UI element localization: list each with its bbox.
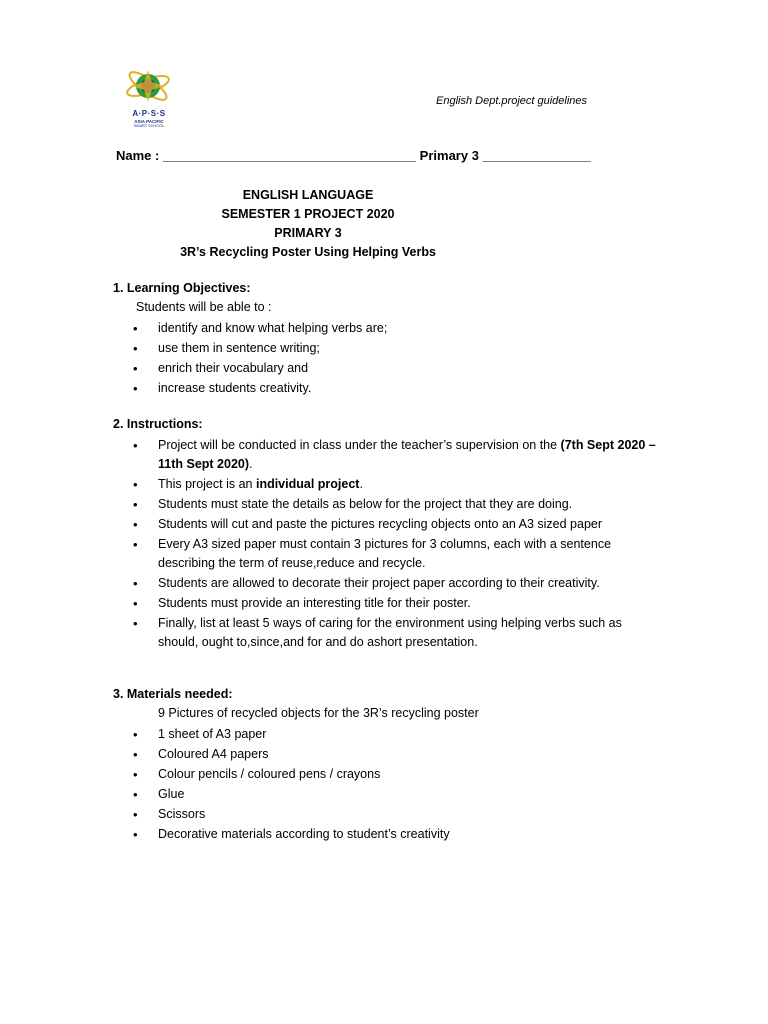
list-item: • Students must state the details as below for the project that they are doing. bbox=[133, 497, 573, 512]
guidelines-label: English Dept.project guidelines bbox=[436, 95, 588, 107]
bullet-icon: • bbox=[133, 381, 138, 396]
name-blank: ___________________________________ bbox=[162, 148, 417, 163]
name-label: Name : bbox=[116, 148, 160, 163]
project-dates: (7th Sept 2020 – 11th Sept 2020) bbox=[158, 438, 656, 471]
individual-project: individual project bbox=[255, 477, 360, 491]
class-blank: _______________ bbox=[482, 148, 592, 163]
list-item: • Every A3 sized paper must contain 3 pictures for 3 columns, each with a sentence describing the term of reuse,reduce and recycle. bbox=[133, 537, 612, 570]
list-item: • Students must provide an interesting title for their poster. bbox=[133, 596, 471, 611]
bullet-icon: • bbox=[133, 727, 138, 742]
bullet-icon: • bbox=[133, 477, 138, 492]
list-item: • identify and know what helping verbs are; bbox=[133, 321, 388, 336]
section-heading-materials: 3. Materials needed: bbox=[113, 687, 233, 701]
list-item: • Students will cut and paste the pictures recycling objects onto an A3 sized paper bbox=[133, 517, 603, 532]
bullet-icon: • bbox=[133, 341, 138, 356]
objectives-intro: Students will be able to : bbox=[136, 300, 272, 314]
bullet-icon: • bbox=[133, 787, 138, 802]
list-item: • increase students creativity. bbox=[133, 381, 312, 396]
bullet-icon: • bbox=[133, 827, 138, 842]
objectives-list bbox=[133, 319, 673, 399]
bullet-icon: • bbox=[133, 321, 138, 336]
bullet-icon: • bbox=[133, 517, 138, 532]
materials-list bbox=[133, 725, 673, 845]
list-item: • Coloured A4 papers bbox=[133, 747, 269, 762]
list-item: • enrich their vocabulary and bbox=[133, 361, 309, 376]
list-item: • Finally, list at least 5 ways of caring for the environment using helping verbs such as should, ought to,since,and for and do ashort presentation. bbox=[133, 616, 622, 649]
title-topic: 3R’s Recycling Poster Using Helping Verbs bbox=[180, 245, 436, 259]
section-heading-objectives: 1. Learning Objectives: bbox=[113, 281, 251, 295]
bullet-icon: • bbox=[133, 497, 138, 512]
title-block bbox=[108, 186, 508, 262]
bullet-icon: • bbox=[133, 438, 138, 453]
list-item: • Scissors bbox=[133, 807, 206, 822]
bullet-icon: • bbox=[133, 576, 138, 591]
bullet-icon: • bbox=[133, 807, 138, 822]
instructions-list bbox=[133, 436, 658, 653]
title-level: PRIMARY 3 bbox=[274, 226, 342, 240]
section-heading-instructions: 2. Instructions: bbox=[113, 417, 203, 431]
materials-intro: 9 Pictures of recycled objects for the 3R’s recycling poster bbox=[158, 706, 479, 720]
list-item: • Decorative materials according to student’s creativity bbox=[133, 827, 450, 842]
bullet-icon: • bbox=[133, 361, 138, 376]
title-subject: ENGLISH LANGUAGE bbox=[242, 188, 374, 202]
list-item: • Students are allowed to decorate their project paper according to their creativity. bbox=[133, 576, 600, 591]
logo-letters: A·P·S·S bbox=[132, 109, 166, 118]
list-item: • Project will be conducted in class under the teacher’s supervision on the (7th Sept 2020 – 11th Sept 2020). bbox=[133, 438, 656, 471]
logo-school-type: SMART SCHOOL bbox=[133, 124, 165, 128]
bullet-icon: • bbox=[133, 767, 138, 782]
logo-school-name: ASIA PACIFIC bbox=[134, 119, 164, 124]
bullet-icon: • bbox=[133, 747, 138, 762]
list-item: • 1 sheet of A3 paper bbox=[133, 727, 267, 742]
class-label: Primary 3 bbox=[419, 148, 479, 163]
name-row bbox=[116, 148, 591, 163]
list-item: • Colour pencils / coloured pens / crayons bbox=[133, 767, 381, 782]
list-item: • Glue bbox=[133, 787, 185, 802]
bullet-icon: • bbox=[133, 537, 138, 552]
title-semester: SEMESTER 1 PROJECT 2020 bbox=[221, 207, 395, 221]
list-item: • This project is an individual project. bbox=[133, 477, 363, 492]
bullet-icon: • bbox=[133, 596, 138, 611]
list-item: • use them in sentence writing; bbox=[133, 341, 320, 356]
bullet-icon: • bbox=[133, 616, 138, 631]
